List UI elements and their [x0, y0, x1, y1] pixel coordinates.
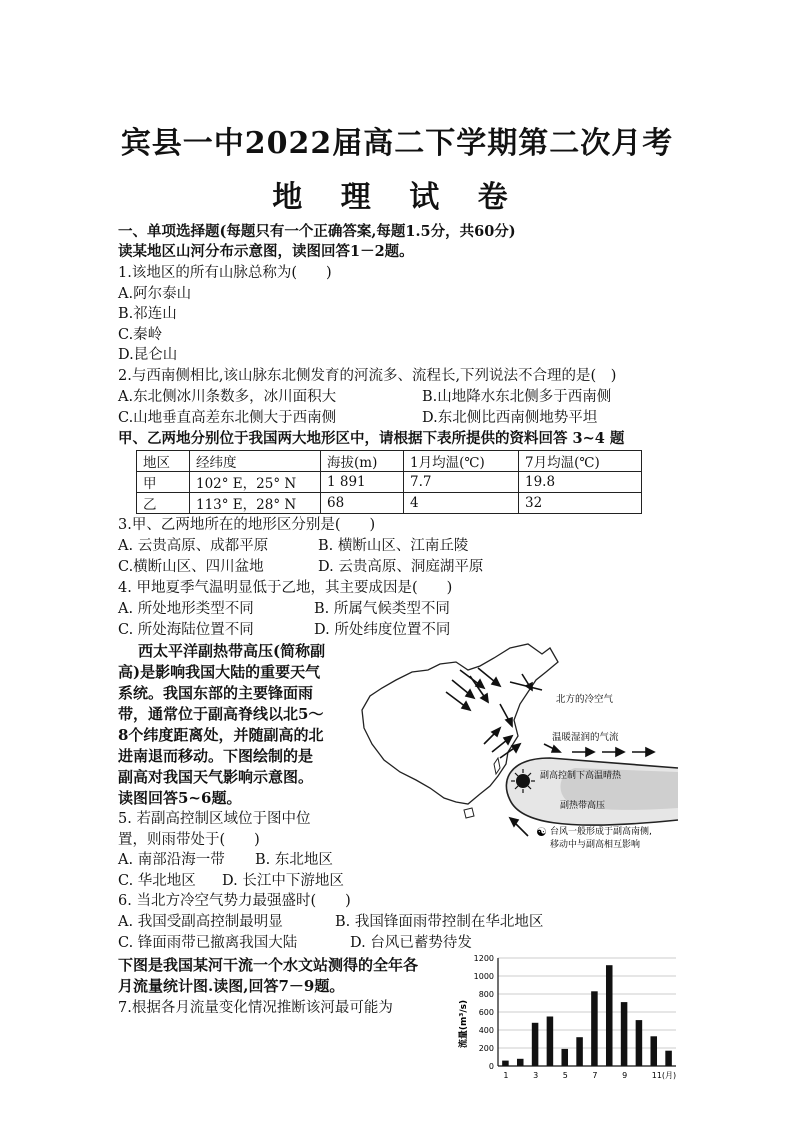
q4-option-c: C. 所处海陆位置不同: [118, 622, 254, 638]
section-heading: 一、单项选择题(每题只有一个正确答案,每题1.5分，共60分): [118, 223, 516, 240]
table-header-cell: 1月均温(℃): [404, 451, 519, 472]
chart-xtick-label: 9: [622, 1071, 628, 1080]
hainan-island: [464, 808, 474, 818]
q1-option-b: B.祁连山: [118, 306, 177, 322]
map-label-warm-air: 温暖湿润的气流: [552, 732, 619, 743]
q4-stem: 4. 甲地夏季气温明显低于乙地，其主要成因是( ): [118, 580, 453, 596]
map-label-typhoon-1: 台风一般形成于副高南侧,: [550, 827, 652, 837]
table-cell: 4: [404, 493, 519, 514]
table-cell: 19.8: [519, 472, 642, 493]
table-header-cell: 海拔(m): [321, 451, 404, 472]
table-cell: 68: [321, 493, 404, 514]
table-row: [137, 472, 642, 493]
subtropical-high-map: [360, 640, 680, 860]
monthly-flow-chart: [452, 948, 684, 1088]
q3-option-b: B. 横断山区、江南丘陵: [318, 538, 469, 554]
q7-stem: 7.根据各月流量变化情况推断该河最可能为: [118, 1000, 393, 1016]
chart-ytick-label: 1000: [473, 972, 494, 981]
chart-bar-month-8: [606, 965, 613, 1066]
q4-option-b: B. 所属气候类型不同: [314, 601, 450, 617]
table-header-cell: 经纬度: [190, 451, 321, 472]
q5-6-intro-line: 带，通常位于副高脊线以北5～: [118, 705, 324, 723]
map-label-subtropical-high: 副热带高压: [560, 801, 606, 811]
q5-6-intro-line: 进南退而移动。下图绘制的是: [118, 747, 314, 765]
q6-option-a: A. 我国受副高控制最明显: [118, 914, 283, 930]
q6-stem: 6. 当北方冷空气势力最强盛时( ): [118, 893, 351, 909]
table-cell: 113° E，28° N: [190, 493, 321, 514]
q2-option-c: C.山地垂直高差东北侧大于西南侧: [118, 410, 337, 426]
chart-bar-month-1: [502, 1061, 509, 1066]
chart-bar-month-2: [517, 1059, 524, 1066]
q7-9-intro-line2: 月流量统计图.读图,回答7－9题。: [118, 977, 345, 995]
q5-stem-line1: 5. 若副高控制区域位于图中位: [118, 811, 311, 827]
chart-bar-month-9: [621, 1002, 628, 1066]
map-label-high-control: 副高控制下高温晴热: [540, 771, 622, 781]
table-row: [137, 493, 642, 514]
q4-option-d: D. 所处纬度位置不同: [314, 622, 451, 638]
table-cell: 7.7: [404, 472, 519, 493]
q5-option-c: C. 华北地区: [118, 873, 196, 889]
q3-option-c: C.横断山区、四川盆地: [118, 559, 264, 575]
map-label-cold-air: 北方的冷空气: [556, 694, 614, 705]
chart-ylabel: 流量(m³/s): [459, 999, 469, 1049]
chart-ytick-label: 200: [478, 1044, 494, 1053]
q3-option-d: D. 云贵高原、洞庭湖平原: [318, 559, 484, 575]
chart-bar-month-10: [636, 1020, 643, 1066]
q5-stem-line2: 置，则雨带处于( ): [118, 832, 260, 848]
exam-subtitle: 地 理 试 卷: [272, 180, 522, 215]
q5-6-intro-line: 8个纬度距离处，并随副高的北: [118, 726, 324, 744]
q7-9-intro-line1: 下图是我国某河干流一个水文站测得的全年各: [118, 956, 419, 974]
chart-ytick-label: 0: [488, 1062, 494, 1071]
table-header-row: [137, 451, 642, 472]
chart-bar-month-4: [547, 1017, 554, 1067]
q3-4-intro: 甲、乙两地分别位于我国两大地形区中，请根据下表所提供的资料回答 3~4 题: [118, 430, 625, 447]
q1-2-intro: 读某地区山河分布示意图，读图回答1－2题。: [118, 243, 414, 260]
chart-bar-month-11: [650, 1036, 657, 1066]
q1-option-a: A.阿尔泰山: [118, 286, 192, 302]
q6-option-d: D. 台风已蓄势待发: [350, 935, 472, 951]
table-cell: 乙: [137, 493, 190, 514]
chart-bar-month-3: [532, 1023, 539, 1066]
chart-bar-month-5: [561, 1049, 568, 1066]
q5-option-b: B. 东北地区: [255, 852, 333, 868]
q2-option-a: A.东北侧冰川条数多，冰川面积大: [118, 389, 337, 405]
map-label-typhoon-2: 移动中与副高相互影响: [550, 840, 641, 850]
table-header-cell: 地区: [137, 451, 190, 472]
q5-6-intro-line: 高)是影响我国大陆的重要天气: [118, 663, 321, 681]
chart-ytick-label: 1200: [473, 954, 494, 963]
q6-option-b: B. 我国锋面雨带控制在华北地区: [335, 914, 544, 930]
chart-xtick-label: 7: [592, 1071, 598, 1080]
chart-xtick-label: 5: [562, 1071, 568, 1080]
q3-option-a: A. 云贵高原、成都平原: [118, 538, 269, 554]
chart-xtick-label: 3: [533, 1071, 539, 1080]
table-cell: 甲: [137, 472, 190, 493]
q1-option-c: C.秦岭: [118, 327, 163, 343]
q5-6-intro-line: 西太平洋副热带高压(简称副: [138, 642, 326, 660]
chart-ytick-label: 600: [478, 1008, 494, 1017]
chart-xtick-label: 11(月): [651, 1071, 677, 1080]
q6-option-c: C. 锋面雨带已撤离我国大陆: [118, 935, 298, 951]
q1-option-d: D.昆仑山: [118, 347, 178, 363]
q1-stem: 1.该地区的所有山脉总称为( ): [118, 265, 332, 281]
q3-stem: 3.甲、乙两地所在的地形区分别是( ): [118, 517, 376, 533]
table-cell: 102° E，25° N: [190, 472, 321, 493]
table-cell: 32: [519, 493, 642, 514]
q2-stem: 2.与西南侧相比,该山脉东北侧发育的河流多、流程长,下列说法不合理的是( ): [118, 368, 617, 384]
q5-6-intro-line: 读图回答5~6题。: [118, 789, 242, 807]
table-header-cell: 7月均温(℃): [519, 451, 642, 472]
q5-6-intro-line: 副高对我国天气影响示意图。: [118, 768, 314, 786]
typhoon-icon: ☯: [536, 825, 547, 839]
chart-bar-month-12: [665, 1051, 672, 1066]
chart-xtick-label: 1: [503, 1071, 509, 1080]
chart-bar-month-7: [591, 991, 598, 1066]
climate-table: [136, 450, 642, 514]
q4-option-a: A. 所处地形类型不同: [118, 601, 254, 617]
q5-6-intro-line: 系统。我国东部的主要锋面雨: [118, 684, 314, 702]
q2-option-d: D.东北侧比西南侧地势平坦: [422, 410, 598, 426]
table-cell: 1 891: [321, 472, 404, 493]
q5-option-d: D. 长江中下游地区: [222, 873, 344, 889]
chart-ytick-label: 800: [478, 990, 494, 999]
sun-icon: [516, 774, 530, 788]
exam-title: 宾县一中2022届高二下学期第二次月考: [120, 126, 674, 161]
q2-option-b: B.山地降水东北侧多于西南侧: [422, 389, 612, 405]
chart-bar-month-6: [576, 1037, 583, 1066]
q5-option-a: A. 南部沿海一带: [118, 852, 225, 868]
chart-ytick-label: 400: [478, 1026, 494, 1035]
